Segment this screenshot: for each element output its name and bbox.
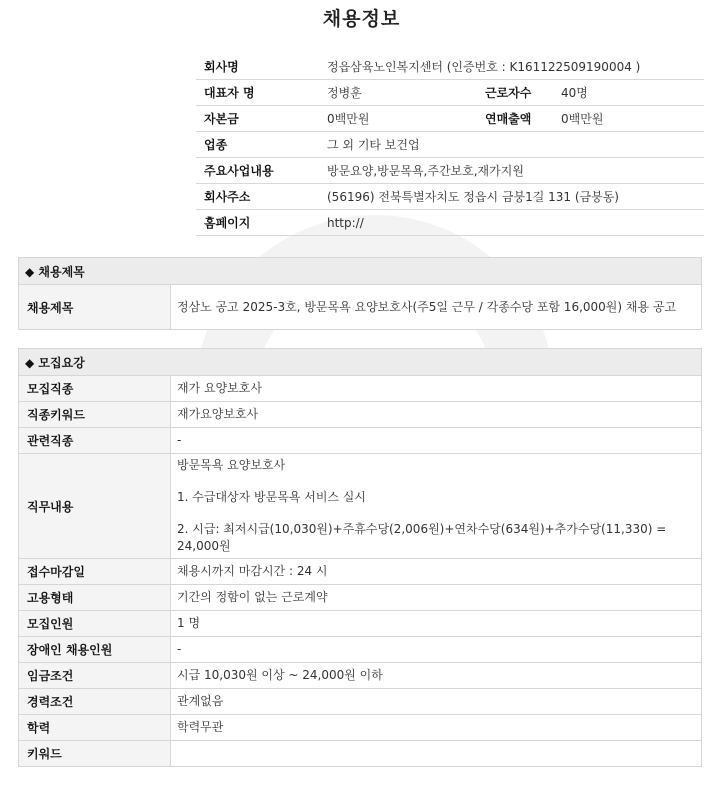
row-value: 기간의 정함이 없는 근로계약 <box>171 585 702 611</box>
table-row <box>19 637 702 663</box>
company-row-rep <box>196 80 704 106</box>
company-name-label: 회사명 <box>196 54 319 80</box>
table-row <box>19 715 702 741</box>
row-value: 재가 요양보호사 <box>171 376 702 402</box>
row-value: 학력무관 <box>171 715 702 741</box>
homepage-label: 홈페이지 <box>196 210 319 236</box>
table-row <box>19 454 702 559</box>
company-row-name <box>196 54 704 80</box>
table-row <box>19 741 702 767</box>
row-label: 모집직종 <box>19 376 171 402</box>
job-title-label: 채용제목 <box>19 285 171 330</box>
industry-value: 그 외 기타 보건업 <box>319 132 704 158</box>
row-value: - <box>171 428 702 454</box>
row-label: 키워드 <box>19 741 171 767</box>
company-info-table <box>196 54 704 236</box>
company-row-capital <box>196 106 704 132</box>
row-value: 관계없음 <box>171 689 702 715</box>
row-label: 임금조건 <box>19 663 171 689</box>
representative-label: 대표자 명 <box>196 80 319 106</box>
table-row <box>19 611 702 637</box>
duty-line: 1. 수급대상자 방문목욕 서비스 실시 <box>177 490 366 504</box>
company-row-business <box>196 158 704 184</box>
table-row <box>19 402 702 428</box>
row-value: - <box>171 637 702 663</box>
row-value: 채용시까지 마감시간 : 24 시 <box>171 559 702 585</box>
row-label: 접수마감일 <box>19 559 171 585</box>
row-value: 재가요양보호사 <box>171 402 702 428</box>
duty-line: 방문목욕 요양보호사 <box>177 458 286 472</box>
row-label: 직무내용 <box>19 454 171 559</box>
company-row-homepage <box>196 210 704 236</box>
capital-label: 자본금 <box>196 106 319 132</box>
job-title-row <box>19 285 702 330</box>
row-value: 시급 10,030원 이상 ~ 24,000원 이하 <box>171 663 702 689</box>
sales-label: 연매출액 <box>485 106 553 132</box>
job-title-section-header: ◆ 채용제목 <box>19 258 702 285</box>
company-row-industry <box>196 132 704 158</box>
job-title-section <box>18 257 702 330</box>
table-row <box>19 428 702 454</box>
row-label: 직종키워드 <box>19 402 171 428</box>
duty-description <box>171 454 702 559</box>
row-label: 경력조건 <box>19 689 171 715</box>
address-label: 회사주소 <box>196 184 319 210</box>
address-value: (56196) 전북특별자치도 정읍시 금붕1길 131 (금붕동) <box>319 184 704 210</box>
capital-value: 0백만원 <box>319 106 485 132</box>
homepage-link[interactable]: http:// <box>319 210 704 236</box>
page-title: 채용정보 <box>322 8 401 30</box>
company-name-value: 정읍삼육노인복지센터 (인증번호 : K161122509190004 ) <box>319 54 704 80</box>
workers-label: 근로자수 <box>485 80 553 106</box>
row-label: 고용형태 <box>19 585 171 611</box>
recruitment-section-header: ◆ 모집요강 <box>19 349 702 376</box>
row-label: 학력 <box>19 715 171 741</box>
job-title-value: 정삼노 공고 2025-3호, 방문목욕 요양보호사(주5일 근무 / 각종수당 포함 16,000원) 채용 공고 <box>171 285 702 330</box>
sales-value: 0백만원 <box>553 106 704 132</box>
table-row <box>19 585 702 611</box>
table-row <box>19 376 702 402</box>
row-value <box>171 741 702 767</box>
recruitment-section <box>18 348 702 767</box>
row-value: 1 명 <box>171 611 702 637</box>
business-label: 주요사업내용 <box>196 158 319 184</box>
table-row <box>19 689 702 715</box>
industry-label: 업종 <box>196 132 319 158</box>
duty-line: 2. 시급: 최저시급(10,030원)+주휴수당(2,006원)+연차수당(634원)+추가수당(11,330) = 24,000원 <box>177 522 667 553</box>
table-row <box>19 663 702 689</box>
row-label: 모집인원 <box>19 611 171 637</box>
table-row <box>19 559 702 585</box>
company-row-address <box>196 184 704 210</box>
representative-value: 정병훈 <box>319 80 485 106</box>
workers-value: 40명 <box>553 80 704 106</box>
row-label: 장애인 채용인원 <box>19 637 171 663</box>
business-value: 방문요양,방문목욕,주간보호,재가지원 <box>319 158 704 184</box>
row-label: 관련직종 <box>19 428 171 454</box>
